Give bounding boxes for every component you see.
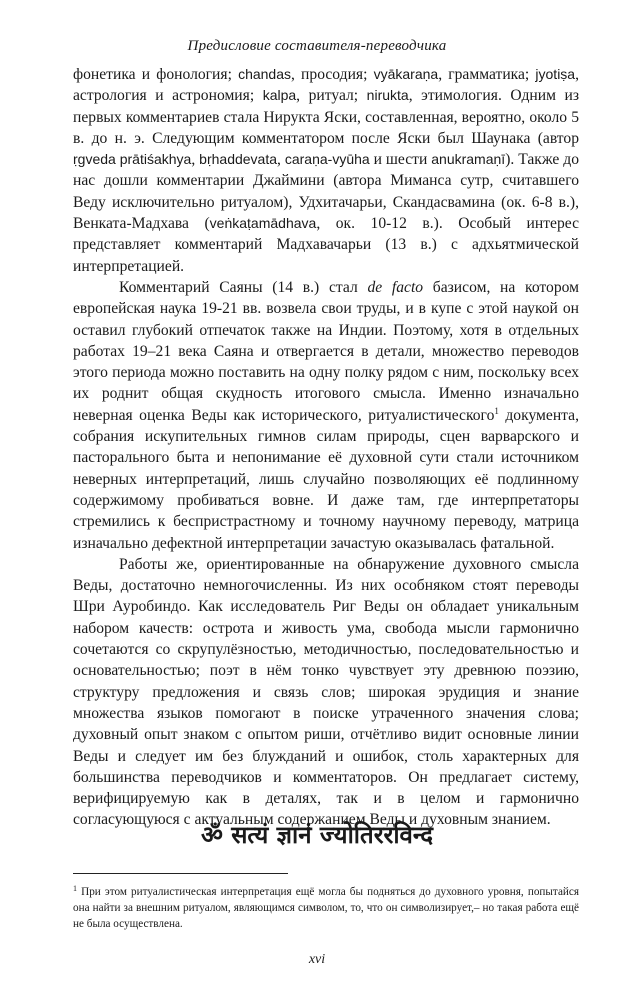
text-segment: фонетика и фонология;: [73, 66, 239, 83]
sanskrit-term: anukramaṇī: [431, 151, 506, 168]
text-segment: ,: [277, 151, 285, 169]
text-segment: , грамматика;: [438, 66, 536, 83]
running-header: Предисловие составителя-переводчика: [187, 38, 447, 54]
text-segment: ,: [191, 151, 200, 169]
sanskrit-term: kalpa: [262, 87, 297, 104]
footnote-marker: 1: [73, 884, 77, 893]
latin-phrase: de facto: [367, 278, 424, 296]
text-segment: , этимология. Одним из первых комментариев стала Нирукта Яски, составленная, вероятно, около 5 в. до н. э. Следующим комментатором после Яски был Шаунака (автор: [73, 87, 579, 147]
paragraph-2: [73, 277, 579, 554]
sanskrit-invocation: ॐ सत्यं ज्ञानं ज्योतिररविन्द: [200, 821, 434, 849]
sanskrit-term: bṛhaddevata: [199, 151, 278, 168]
text-segment: документа, собрания искупительных гимнов силам природы, сцен варварского и пасторального быта и непонимание её духовной сути стали источником неверных интерпретаций, лишь случайно позволяющих её подлинному содержимому пробиваться вовне. И даже там, где интерпретаторы стремились к беспристрастному и точному научному переводу, матрица изначально дефектной интерпретации зачастую оказывалась фатальной.: [73, 406, 579, 552]
paragraph-3: Работы же, ориентированные на обнаружение духовного смысла Веды, достаточно немногочисленны. Из них особняком стоят переводы Шри Ауробиндо. Как исследователь Риг Веды он обладает уникальным набором качеств: острота и живость ума, свобода мысли гармонично сочетаются со скрупулёзностью, методичностью, последовательностью и основательностью; поэт в нём тонко чувствует эту древнюю поэзию, структуру предложения и связь слов; широкая эрудиция и знание множества языков помогают в поиске утраченного значения слова; духовный опыт знаком с опытом риши, отчётливо видит основные линии Веды и следует им без блужданий и ошибок, столь характерных для большинства переводчиков и комментаторов. Он предлагает систему, верифицируемую как в деталях, так и в целом и гармонично согласующуюся с актуальным содержанием Веды и духовным знанием.: [73, 555, 579, 829]
sanskrit-term: caraṇa-vyūha: [284, 151, 370, 168]
footnote: [73, 884, 579, 932]
sanskrit-term: vyākaraṇa: [373, 66, 439, 82]
main-text: [73, 64, 579, 831]
text-segment: Комментарий Саяны (14 в.) стал: [119, 278, 368, 296]
sanskrit-term: nirukta: [366, 87, 409, 104]
footnote-divider: [73, 873, 288, 874]
sanskrit-term: veṅkaṭamādhava: [209, 215, 317, 232]
page-number: xvi: [308, 952, 326, 967]
sanskrit-term: ṛgveda prātiśakhya: [73, 151, 192, 168]
footnote-text: При этом ритуалистическая интерпретация ещё могла бы подняться до духовного уровня, попытайся она найти за внешним ритуалом, являющимся символом, то, что он символизирует,– но такая работа ещё не была осуществлена.: [73, 886, 580, 930]
sanskrit-term: jyotiṣa: [535, 66, 576, 82]
text-segment: ). Также до нас дошли комментарии Джаймини (автора Миманса сутр, считавшего Веду исключительно ритуалом), Удхитачарьи, Скандасвамина (ок. 6-8 в.), Венката-Мадхава (: [73, 151, 580, 233]
footnote-ref[interactable]: 1: [494, 405, 499, 416]
text-segment: , ок. 10-12 в.). Особый интерес представляет комментарий Мадхавачарьи (13 в.) с адхьятмической интерпретацией.: [73, 215, 579, 275]
text-segment: , ритуал;: [296, 87, 367, 105]
text-segment: и шести: [369, 151, 432, 169]
text-segment: , астрология и астрономия;: [73, 66, 579, 105]
text-segment: базисом, на котором европейская наука 19-21 вв. возвела свои труды, и в купе с этой наукой он оставил глубокий отпечаток также на Индии. Поэтому, хотя в отдельных работах 19–21 века Саяна и отвергается в детали, множество переводов этого периода можно поставить на одну полку рядом с ним, поскольку всех их роднит общая скудность итогового смысла. Именно изначально неверная оценка Веды как исторического, ритуалистического: [73, 278, 579, 424]
text-segment: , просодия;: [291, 66, 374, 83]
sanskrit-term: chandas: [238, 66, 291, 82]
paragraph-1: [73, 64, 579, 277]
